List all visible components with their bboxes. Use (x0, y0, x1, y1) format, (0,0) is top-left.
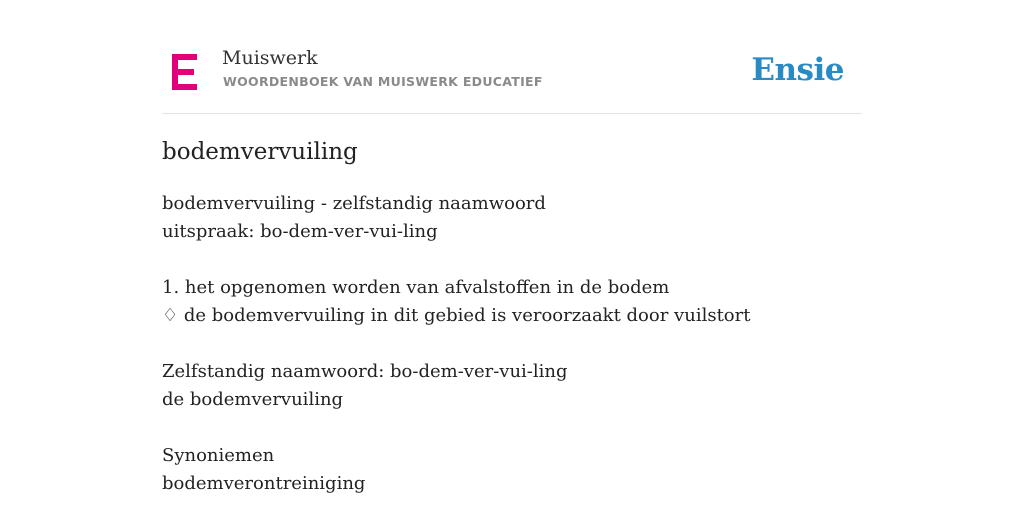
synonyms-header: Synoniemen (162, 445, 275, 466)
spacer (162, 414, 862, 442)
noun-header: Zelfstandig naamwoord: bo-dem-ver-vui-ling (162, 361, 568, 382)
site-name[interactable]: Muiswerk (222, 47, 318, 69)
ensie-logo-link[interactable]: Ensie (751, 52, 844, 88)
entry-title: bodemvervuiling (162, 139, 358, 165)
noun-form: de bodemvervuiling (162, 389, 344, 410)
spacer (162, 330, 862, 358)
definition-header: bodemvervuiling - zelfstandig naamwoord (162, 193, 546, 214)
usage-example: ♢ de bodemvervuiling in dit gebied is veroorzaakt door vuilstort (162, 305, 751, 326)
site-header (162, 40, 862, 114)
site-subtitle: WOORDENBOEK VAN MUISWERK EDUCATIEF (223, 74, 543, 89)
muiswerk-logo-icon[interactable] (172, 54, 200, 90)
entry-content (162, 190, 862, 498)
sense-definition: 1. het opgenomen worden van afvalstoffen in de bodem (162, 277, 670, 298)
pronunciation: uitspraak: bo-dem-ver-vui-ling (162, 221, 438, 242)
spacer (162, 246, 862, 274)
synonym-item[interactable]: bodemverontreiniging (162, 473, 366, 494)
